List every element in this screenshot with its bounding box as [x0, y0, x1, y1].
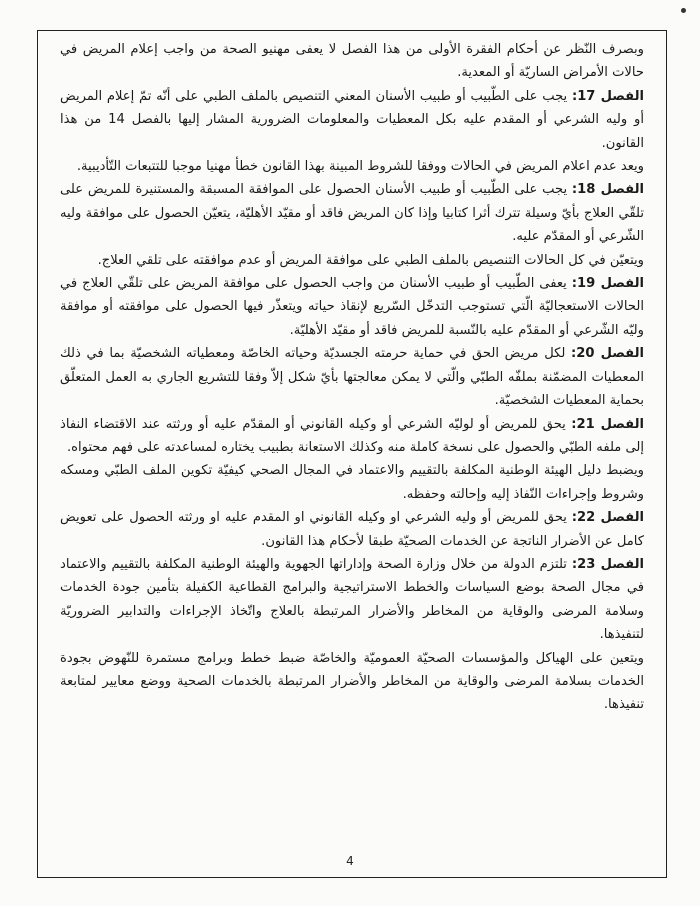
paragraph-5 — [60, 249, 644, 272]
article-label: الفصل 20: — [571, 346, 644, 362]
article-label: الفصل 23: — [571, 556, 644, 572]
paragraph-text: لكل مريض الحق في حماية حرمته الجسديّة وحياته الخاصّة ومعطياته الشخصيّة بما في ذلك المعطيات المضمّنة بملفّه الطبّي والّتي لا يمكن معالجتها بأيّ شكل إلاّ وفقا للتشريع الجاري به العمل المتعلّق بحماية المعطيات الشخصيّة. — [60, 346, 644, 409]
paragraph-text: يعفى الطّبيب أو طبيب الأسنان من واجب الحصول على موافقة المريض على تلقّي العلاج في الحالات الاستعجاليّة الّتي تستوجب التدخّل السّريع لإنقاذ حياته ويتعذّر فيها الحصول على موافقته أو موافقة وليّه الشّرعي أو المقدّم عليه بالنّسبة للمريض فاقد أو مقيّد الأهليّة. — [60, 276, 644, 338]
paragraph-6 — [60, 272, 644, 342]
article-label: الفصل 19: — [571, 276, 644, 292]
paragraph-10 — [60, 506, 644, 553]
document-body — [60, 38, 644, 717]
paragraph-text: ويتعين على الهياكل والمؤسسات الصحيّة العموميّة والخاصّة ضبط خطط وبرامج مستمرة للنّهوض بجودة الخدمات بسلامة المرضى والوقاية من المخاطر والأضرار المرتبطة بالخدمات الصحية ووضع معايير لمتابعة تنفيذها. — [60, 650, 644, 713]
paragraph-text: وبصرف النّظر عن أحكام الفقرة الأولى من هذا الفصل لا يعفى مهنيو الصحة من واجب إعلام المريض في حالات الأمراض الساريّة أو المعدية. — [60, 42, 644, 81]
paragraph-11 — [60, 553, 644, 647]
paragraph-text: يجب على الطّبيب أو طبيب الأسنان المعني التنصيص بالملف الطبي على أنّه تمّ إعلام المريض أو وليه الشرعي أو المقدم عليه بكل المعطيات والمعلومات الضرورية المشار إليها بالفصل 14 من هذا القانون. — [60, 88, 644, 151]
article-label: الفصل 17: — [571, 88, 644, 104]
paragraph-3 — [60, 155, 644, 178]
paragraph-1 — [60, 38, 644, 85]
paragraph-text: ويعد عدم اعلام المريض في الحالات ووفقا للشروط المبينة بهذا القانون خطأ مهنيا موجبا للتتبعات التّأديبية. — [76, 159, 644, 175]
paragraph-text: ويضبط دليل الهيئة الوطنية المكلفة بالتقييم والاعتماد في المجال الصحي كيفيّة تكوين الملف الطبّي ومسكه وشروط وإجراءات النّفاذ إليه وإحالته وحفظه. — [60, 463, 644, 502]
paragraph-7 — [60, 342, 644, 412]
article-label: الفصل 21: — [571, 416, 644, 432]
page-number: 4 — [346, 854, 354, 868]
paragraph-12 — [60, 647, 644, 717]
paragraph-text: تلتزم الدولة من خلال وزارة الصحة وإداراتها الجهوية والهيئة الوطنية المكلفة بالتقييم والاعتماد في مجال الصحة بوضع السياسات والخطط الاستراتيجية والبرامج القطاعية الكفيلة بتأمين جودة الخدمات وسلامة المرضى والوقاية من المخاطر والأضرار المرتبطة بالعلاج واتّخاذ الإجراءات والتدابير الضروريّة لتنفيذها. — [60, 556, 644, 643]
article-label: الفصل 18: — [571, 182, 644, 198]
corner-dot — [681, 8, 686, 13]
paragraph-text: يحق للمريض أو لوليّه الشرعي أو وكيله القانوني أو المقدّم عليه أو ورثته عند الاقتضاء النفاذ إلى ملفه الطبّي والحصول على نسخة كاملة منه وكذلك الاستعانة بطبيب يختاره لمساعدته على فهم محتواه. — [60, 416, 644, 455]
paragraph-text: يجب على الطّبيب أو طبيب الأسنان الحصول على الموافقة المسبقة والمستنيرة للمريض على تلقّي العلاج بأيّ وسيلة تترك أثرا كتابيا وإذا كان المريض فاقد أو مقيّد الأهليّة، يتعيّن الحصول على موافقة وليه الشّرعي أو المقدّم عليه. — [60, 182, 644, 245]
paragraph-8 — [60, 413, 644, 460]
paragraph-2 — [60, 85, 644, 155]
paragraph-4 — [60, 178, 644, 248]
paragraph-text: ويتعيّن في كل الحالات التنصيص بالملف الطبي على موافقة المريض أو عدم موافقته على تلقي العلاج. — [97, 252, 644, 268]
article-label: الفصل 22: — [571, 510, 644, 526]
paragraph-9 — [60, 459, 644, 506]
paragraph-text: يحق للمريض أو وليه الشرعي او وكيله القانوني او المقدم عليه او ورثته الحصول على تعويض كامل عن الأضرار الناتجة عن الخدمات الصحيّة طبقا لأحكام هذا القانون. — [60, 510, 644, 549]
